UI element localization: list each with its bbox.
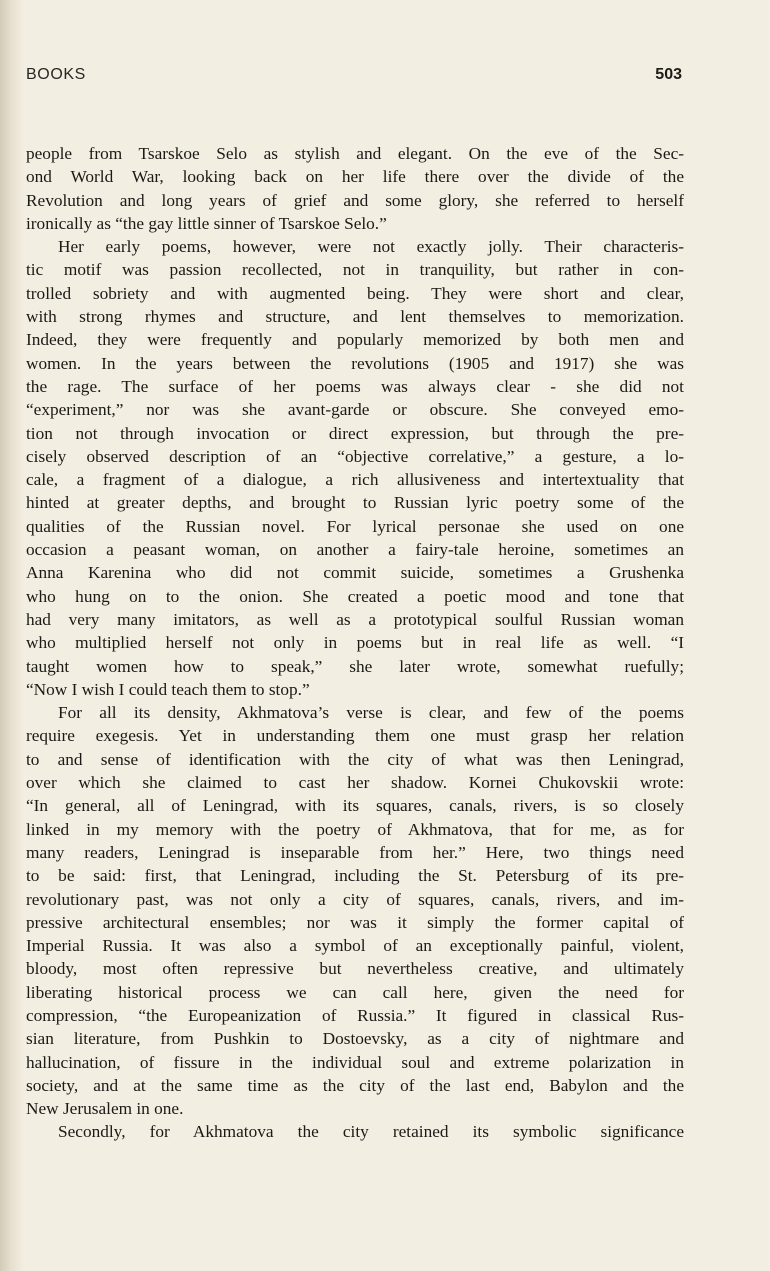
text-line: New Jerusalem in one.: [26, 1099, 184, 1119]
text-line: Her early poems, however, were not exactly jolly. Their characteris-: [58, 237, 684, 257]
page-gutter-shadow: [0, 0, 24, 1271]
text-line: “experiment,” nor was she avant-garde or obscure. She conveyed emo-: [26, 400, 684, 420]
text-line: hallucination, of fissure in the individual soul and extreme polarization in: [26, 1052, 684, 1072]
text-line: to be said: first, that Leningrad, including the St. Petersburg of its pre-: [26, 866, 684, 886]
text-line: trolled sobriety and with augmented being. They were short and clear,: [26, 283, 684, 303]
text-line: tion not through invocation or direct expression, but through the pre-: [26, 423, 684, 443]
text-line: revolutionary past, was not only a city of squares, canals, rivers, and im-: [26, 889, 684, 909]
text-line: linked in my memory with the poetry of Akhmatova, that for me, as for: [26, 819, 684, 839]
text-line: Secondly, for Akhmatova the city retained its symbolic significance: [58, 1122, 684, 1142]
text-line: pressive architectural ensembles; nor was it simply the former capital of: [26, 912, 684, 932]
text-line: occasion a peasant woman, on another a fairy-tale heroine, sometimes an: [26, 540, 684, 560]
text-line: ironically as “the gay little sinner of Tsarskoe Selo.”: [26, 213, 387, 233]
text-line: the rage. The surface of her poems was always clear - she did not: [26, 376, 684, 396]
page-number: 503: [655, 66, 682, 83]
text-line: women. In the years between the revolutions (1905 and 1917) she was: [26, 353, 684, 373]
text-line: “In general, all of Leningrad, with its squares, canals, rivers, is so closely: [26, 796, 684, 816]
text-line: liberating historical process we can call here, given the need for: [26, 982, 684, 1002]
text-line: taught women how to speak,” she later wrote, somewhat ruefully;: [26, 656, 684, 676]
text-line: over which she claimed to cast her shadow. Kornei Chukovskii wrote:: [26, 773, 684, 793]
text-line: qualities of the Russian novel. For lyrical personae she used on one: [26, 516, 684, 536]
text-line: compression, “the Europeanization of Russia.” It figured in classical Rus-: [26, 1005, 684, 1025]
text-line: many readers, Leningrad is inseparable from her.” Here, two things need: [26, 842, 684, 862]
text-line: sian literature, from Pushkin to Dostoevsky, as a city of nightmare and: [26, 1029, 684, 1049]
text-line: had very many imitators, as well as a prototypical soulful Russian woman: [26, 609, 684, 629]
text-line: Revolution and long years of grief and some glory, she referred to herself: [26, 190, 684, 210]
text-line: hinted at greater depths, and brought to Russian lyric poetry some of the: [26, 493, 684, 513]
text-line: require exegesis. Yet in understanding them one must grasp her relation: [26, 726, 684, 746]
text-line: Anna Karenina who did not commit suicide, sometimes a Grushenka: [26, 563, 684, 583]
text-line: people from Tsarskoe Selo as stylish and elegant. On the eve of the Sec-: [26, 144, 684, 163]
text-line: ond World War, looking back on her life there over the divide of the: [26, 167, 684, 187]
text-line: For all its density, Akhmatova’s verse is clear, and few of the poems: [58, 703, 684, 723]
text-line: tic motif was passion recollected, not in tranquility, but rather in con-: [26, 260, 684, 280]
text-line: Imperial Russia. It was also a symbol of an exceptionally painful, violent,: [26, 936, 684, 956]
text-line: Indeed, they were frequently and popularly memorized by both men and: [26, 330, 684, 350]
body-text: [26, 142, 684, 1144]
text-line: cisely observed description of an “objective correlative,” a gesture, a lo-: [26, 446, 684, 466]
text-line: bloody, most often repressive but nevertheless creative, and ultimately: [26, 959, 684, 979]
text-line: cale, a fragment of a dialogue, a rich allusiveness and intertextuality that: [26, 470, 684, 490]
text-line: “Now I wish I could teach them to stop.”: [26, 679, 310, 699]
text-line: society, and at the same time as the city of the last end, Babylon and the: [26, 1075, 684, 1095]
running-head: [26, 66, 682, 90]
text-line: who hung on to the onion. She created a poetic mood and tone that: [26, 586, 684, 606]
text-line: with strong rhymes and structure, and lent themselves to memorization.: [26, 307, 684, 327]
text-line: to and sense of identification with the city of what was then Leningrad,: [26, 749, 684, 769]
text-line: who multiplied herself not only in poems but in real life as well. “I: [26, 633, 684, 653]
section-label: BOOKS: [26, 66, 86, 83]
